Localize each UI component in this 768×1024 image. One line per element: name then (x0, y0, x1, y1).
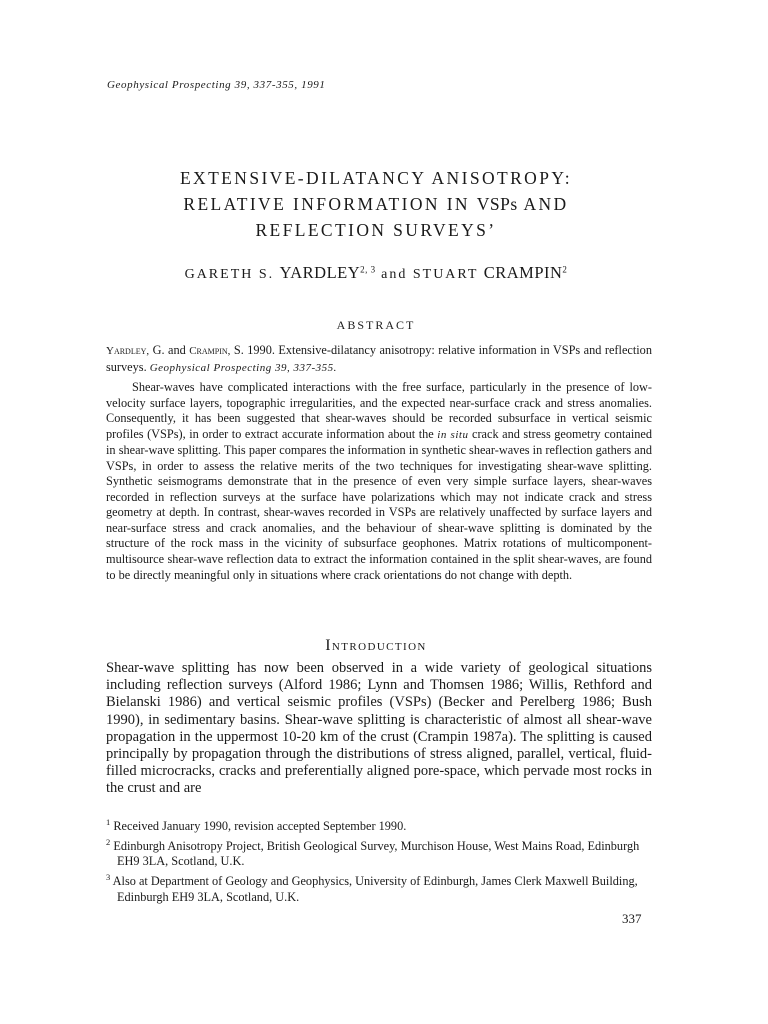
title-line-1: EXTENSIVE-DILATANCY ANISOTROPY: (179, 168, 573, 188)
introduction-heading: Introduction (325, 637, 427, 654)
footnote-3 (106, 870, 652, 905)
journal-reference: Geophysical Prospecting 39, 337-355, 1991 (107, 79, 326, 91)
introduction-text: Shear-wave splitting has now been observed in a wide variety of geological situations including reflection surveys (Alford 1986; Lynn and Thomsen 1986; Willis, Rethford and Bielanski 1986) and vertical seismic profiles (VSPs) (Becker and Perelberg 1986; Bush 1990), in sedimentary basins. Shear-wave splitting is characteristic of almost all shear-wave propagation in the uppermost 10-20 km of the crust (Crampin 1987a). The splitting is caused principally by propagation through the distributions of stress aligned, parallel, vertical, fluid-filled microcracks, cracks and preferentially aligned pore-space, which pervade most rocks in the crust and are (106, 660, 652, 797)
footnote-3-mark: 3 (106, 871, 111, 882)
abstract-text-part-1: Shear-waves have complicated interactions with the free surface, particularly in the presence of low-velocity surface layers, topographic irregularities, and the expected near-surface crack and stress anomalies. Consequently, it has been suggested that shear-waves should be recorded subsurface in vertical seismic profiles (VSPs), in order to extract accurate information about the (106, 380, 652, 441)
footnote-1 (106, 815, 652, 835)
page-number: 337 (622, 911, 642, 926)
abstract-text-part-2: crack and stress geometry contained in shear-wave splitting. This paper compares the information in synthetic shear-waves in reflection gathers and VSPs, in order to assess the relative merits of the two techniques for investigating shear-wave splitting. Synthetic seismograms demonstrate that in the presence of even very simple surface layers, shear-waves recorded in reflection surveys at the surface have polarizations which may not indicate crack and stress geometry at depth. In contrast, shear-waves recorded in VSPs are relatively unaffected by surface layers and near-surface stress and crack anomalies, and the behaviour of shear-wave splitting is dominated by the structure of the rock mass in the vicinity of subsurface geophones. Matrix rotations of multicomponent-multisource shear-wave reflection data to extract the information contained in the split shear-waves, are found to be directly meaningful only in situations where crack orientations do not change with depth. (106, 426, 653, 582)
author-2-given: STUART (412, 267, 479, 282)
footnote-1-mark: 1 (106, 817, 111, 827)
footnote-3-text: Also at Department of Geology and Geophysics, University of Edinburgh, James Clerk Maxwell Building, Edinburgh EH9 3LA, Scotland, U.K. (112, 874, 638, 904)
citation-part-1: G. and (152, 343, 186, 357)
author-2-affiliation: 2 (562, 264, 568, 275)
footnote-1-text: Received January 1990, revision accepted September 1990. (113, 819, 407, 834)
citation-author-2: Crampin, (189, 345, 231, 357)
abstract-citation (106, 343, 652, 376)
footnote-2-text: Edinburgh Anisotropy Project, British Geological Survey, Murchison House, West Mains Road, Edinburgh EH9 3LA, Scotland, U.K. (113, 838, 640, 869)
abstract-heading: ABSTRACT (336, 318, 416, 332)
author-1-given: GARETH S. (184, 267, 275, 282)
footnotes (106, 815, 652, 905)
author-line (100, 263, 652, 283)
footnote-2 (106, 835, 652, 870)
title-line-2-start: RELATIVE INFORMATION IN (183, 194, 470, 214)
title-line-2 (100, 191, 652, 217)
citation-author-1: Yardley, (106, 345, 150, 357)
citation-part-2: S. 1990. Extensive-dilatancy anisotropy: relative information in VSPs and reflection surveys. (106, 343, 652, 374)
title-line-2-vsps: VSPs (476, 194, 518, 214)
author-conjunction: and (381, 267, 408, 282)
author-1-surname: YARDLEY (279, 263, 361, 282)
footnote-2-mark: 2 (106, 836, 111, 847)
title-line-3: REFLECTION SURVEYS’ (255, 220, 497, 240)
author-2-surname: CRAMPIN (483, 263, 563, 282)
abstract-text (106, 380, 652, 583)
author-1-affiliation: 2, 3 (360, 264, 376, 275)
citation-journal: Geophysical Prospecting 39, 337-355. (149, 361, 337, 374)
abstract-text-italic: in situ (437, 428, 469, 441)
paper-title (100, 165, 652, 243)
title-line-2-end: AND (523, 194, 569, 214)
